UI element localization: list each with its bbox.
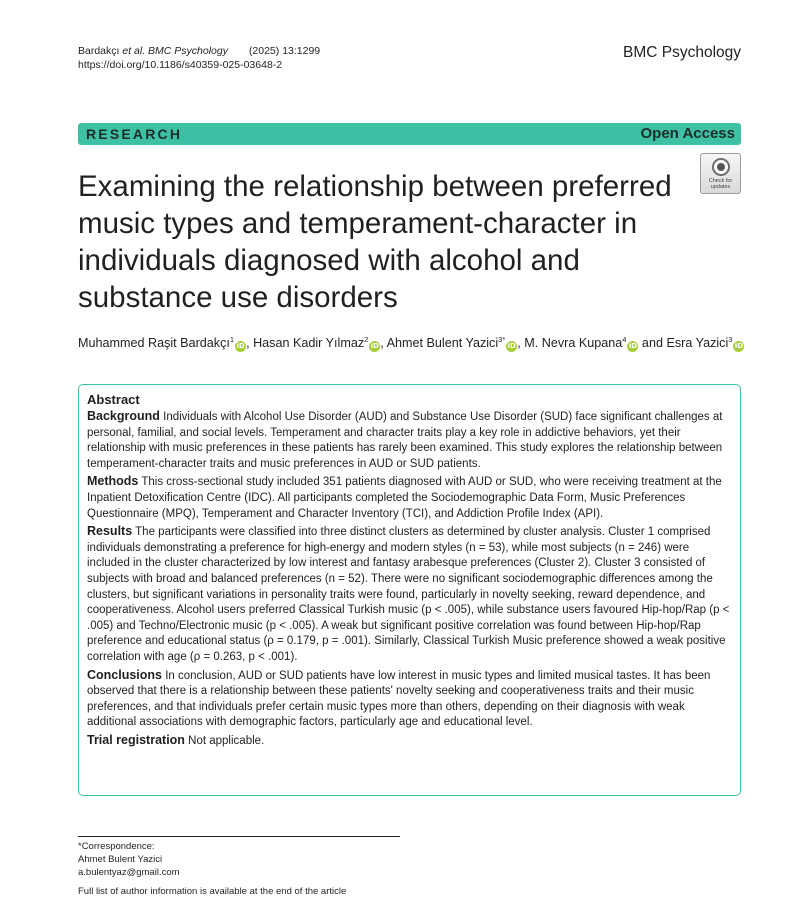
footnote-divider [78, 836, 400, 837]
abstract-section-text: In conclusion, AUD or SUD patients have low interest in music types and limited musical tastes. It has been observed that there is a relationship between these patients' novelty seeking and cooperativeness traits and their music preferences, and that individuals prefer certain music types more than others, depending on their diagnosis with weak additional associations with demographic factors, particularly age and educational level. [87, 669, 711, 729]
open-access-label: Open Access [640, 125, 735, 142]
article-type-banner [78, 123, 741, 145]
correspondence-name: Ahmet Bulent Yazici [78, 854, 163, 865]
author-affiliation: 4 [622, 335, 627, 344]
abstract-section [87, 409, 732, 472]
abstract-section-text: This cross-sectional study included 351 patients diagnosed with AUD or SUD, who were receiving treatment at the Inpatient Detoxification Centre (IDC). All participants completed the Sociodemographic Data Form, Music Preferences Questionnaire (MPQ), Temperament and Character Inventory (TCI), and Addiction Profile Index (API). [87, 476, 722, 520]
author-separator: , [380, 336, 387, 350]
author-affiliation: 3* [498, 335, 506, 344]
citation-journal: BMC Psychology [148, 45, 228, 57]
orcid-icon[interactable]: iD [628, 342, 638, 350]
abstract-section [87, 474, 732, 522]
citation-line [78, 44, 320, 58]
abstract-section-text: Individuals with Alcohol Use Disorder (AUD) and Substance Use Disorder (SUD) face significant challenges at personal, familial, and social levels. Temperament and character traits play a key role in addictive behaviors, yet their relationship with music preferences in these patients has rarely been examined. This study explores the relationship between temperament-character traits and music preferences in AUD or SUD patients. [87, 411, 723, 470]
author [387, 336, 525, 350]
author-list [78, 335, 744, 352]
abstract-heading: Abstract [87, 392, 140, 407]
author [253, 336, 387, 350]
author-affiliation: 3 [728, 335, 733, 344]
author-separator: and [638, 336, 667, 350]
abstract-section-text: The participants were classified into three distinct clusters as determined by cluster analysis. Cluster 1 comprised individuals demonstrating a preference for high-energy and modern styles (n = 53), while most subjects (n = 246) were included in the cluster characterized by low interest and fantasy arabesque preferences (Cluster 2). Cluster 3 consisted of subjects with broad and balanced preferences (n = 52). There were no significant sociodemographic differences among the clusters, but significant variations in personality traits were found, particularly in novelty seeking, reward dependence, and cooperativeness. Alcohol users preferred Classical Turkish music (p < .005), while substance users favoured Hip-hop/Rap (p < .005) and Techno/Electronic music (p < .005). A weak but significant positive correlation was found between Hip-hop/Rap preference and educational status (ρ = 0.179, p = .001). Similarly, Classical Turkish Music preference showed a weak positive correlation with age (ρ = 0.263, p < .001). [87, 526, 730, 663]
abstract-section-text: Not applicable. [188, 734, 265, 747]
abstract-section [87, 668, 732, 731]
abstract-section-label: Conclusions [87, 667, 163, 682]
author-affiliation: 2 [364, 335, 369, 344]
journal-name: BMC Psychology [622, 44, 741, 61]
footnote [78, 840, 346, 898]
author [78, 336, 253, 350]
check-for-updates-icon [712, 158, 730, 176]
doi-link[interactable]: https://doi.org/10.1186/s40359-025-03648-2 [78, 59, 283, 71]
author [524, 336, 666, 350]
author-name[interactable]: Hasan Kadir Yılmaz [253, 336, 365, 350]
orcid-icon[interactable]: iD [370, 342, 379, 350]
check-for-updates-text: Check for updates [708, 178, 733, 190]
abstract-section [87, 524, 732, 665]
citation-header [78, 44, 320, 72]
author-name[interactable]: Muhammed Raşit Bardakçı [78, 336, 230, 350]
correspondence-label: *Correspondence: [78, 841, 155, 852]
citation-authors: Bardakçı [78, 45, 120, 57]
author-name[interactable]: Ahmet Bulent Yazici [386, 336, 499, 350]
orcid-icon[interactable]: iD [236, 342, 245, 350]
article-title: Examining the relationship between preferred music types and temperament-character in individuals diagnosed with alcohol and substance use disorders [78, 170, 672, 314]
orcid-icon[interactable]: iD [734, 342, 744, 350]
article-type-label: RESEARCH [86, 126, 183, 142]
author-separator: , [517, 336, 525, 350]
abstract-section [87, 733, 732, 750]
author-name[interactable]: Esra Yazici [666, 336, 729, 350]
citation-year-volume: (2025) 13:1299 [248, 45, 321, 57]
abstract-section-label: Trial registration [87, 732, 185, 747]
author-name[interactable]: M. Nevra Kupana [524, 336, 623, 350]
abstract-section-label: Background [87, 409, 160, 423]
author-affiliation: 1 [229, 335, 235, 344]
correspondence-email[interactable]: a.bulentyaz@gmail.com [78, 867, 180, 878]
citation-et-al: et al. [122, 45, 146, 57]
abstract-section-label: Results [87, 524, 133, 539]
author [666, 336, 744, 350]
orcid-icon[interactable]: iD [507, 342, 516, 350]
author-separator: , [246, 336, 254, 350]
author-info-note: Full list of author information is available at the end of the article [78, 886, 347, 897]
check-for-updates-button[interactable] [700, 153, 741, 194]
abstract-box [78, 384, 741, 796]
abstract-sections [87, 409, 732, 749]
abstract-section-label: Methods [87, 474, 139, 489]
